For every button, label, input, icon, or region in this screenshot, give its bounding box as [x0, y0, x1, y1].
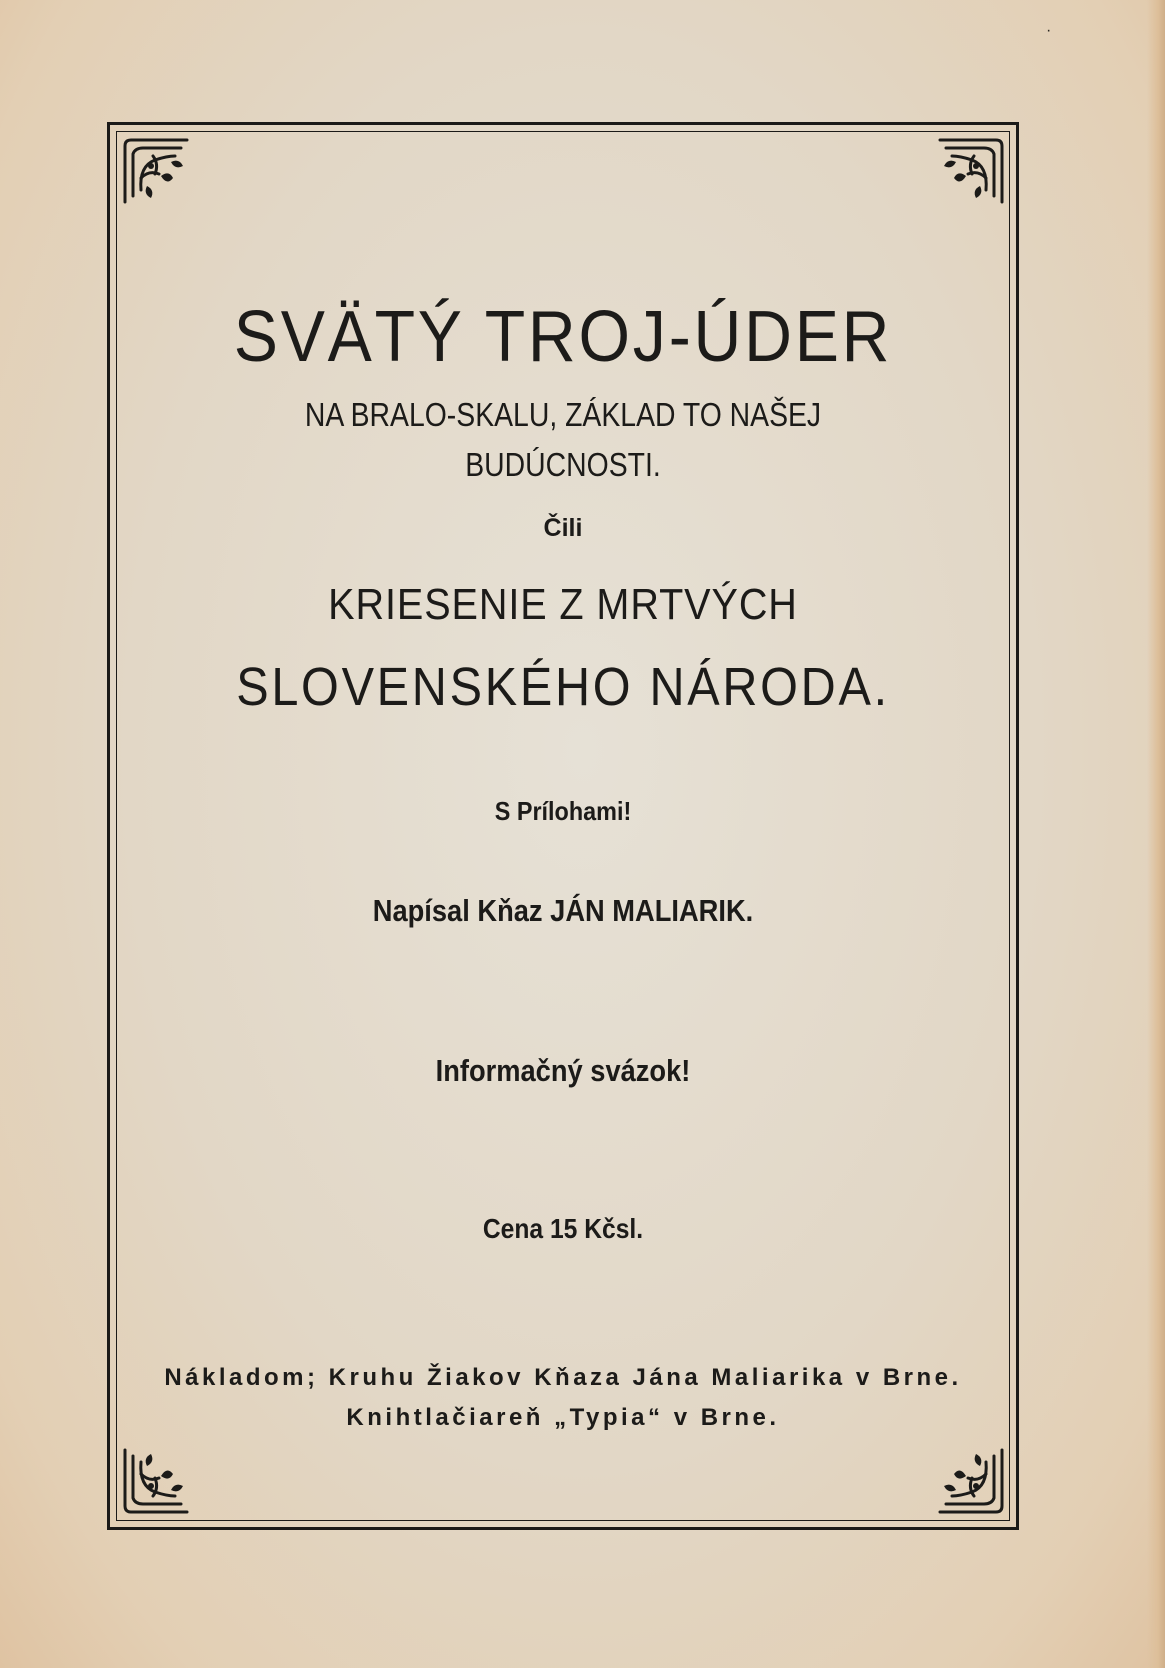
price-label: Cena 15 Kčsl.: [482, 1213, 644, 1244]
cover-heading-line-1: KRIESENIE Z MRTVÝCH: [328, 580, 798, 629]
supplement-note: S Prílohami!: [494, 796, 632, 826]
volume-note: Informačný svázok!: [435, 1053, 691, 1088]
corner-ornament-top-left-icon: [121, 136, 191, 206]
corner-ornament-bottom-right-icon: [936, 1446, 1006, 1516]
publisher-line-1: Nákladom; Kruhu Žiakov Kňaza Jána Maliarika v Brne.: [164, 1364, 962, 1391]
cover-heading-line-2: SLOVENSKÉHO NÁRODA.: [236, 657, 890, 717]
corner-ornament-top-right-icon: [936, 136, 1006, 206]
ink-speck: ·: [1046, 22, 1052, 39]
author-line: Napísal Kňaz JÁN MALIARIK.: [372, 893, 754, 928]
cover-conjunction: Čili: [543, 514, 583, 542]
publisher-line-2: Knihtlačiareň „Typia“ v Brne.: [346, 1404, 780, 1431]
page-edge-shadow: [1147, 0, 1165, 1668]
cover-title: SVÄTÝ TROJ-ÚDER: [233, 297, 893, 377]
cover-subtitle-line-1: NA BRALO-SKALU, ZÁKLAD TO NAŠEJ: [304, 396, 822, 433]
cover-subtitle-line-2: BUDÚCNOSTI.: [465, 446, 661, 483]
corner-ornament-bottom-left-icon: [121, 1446, 191, 1516]
